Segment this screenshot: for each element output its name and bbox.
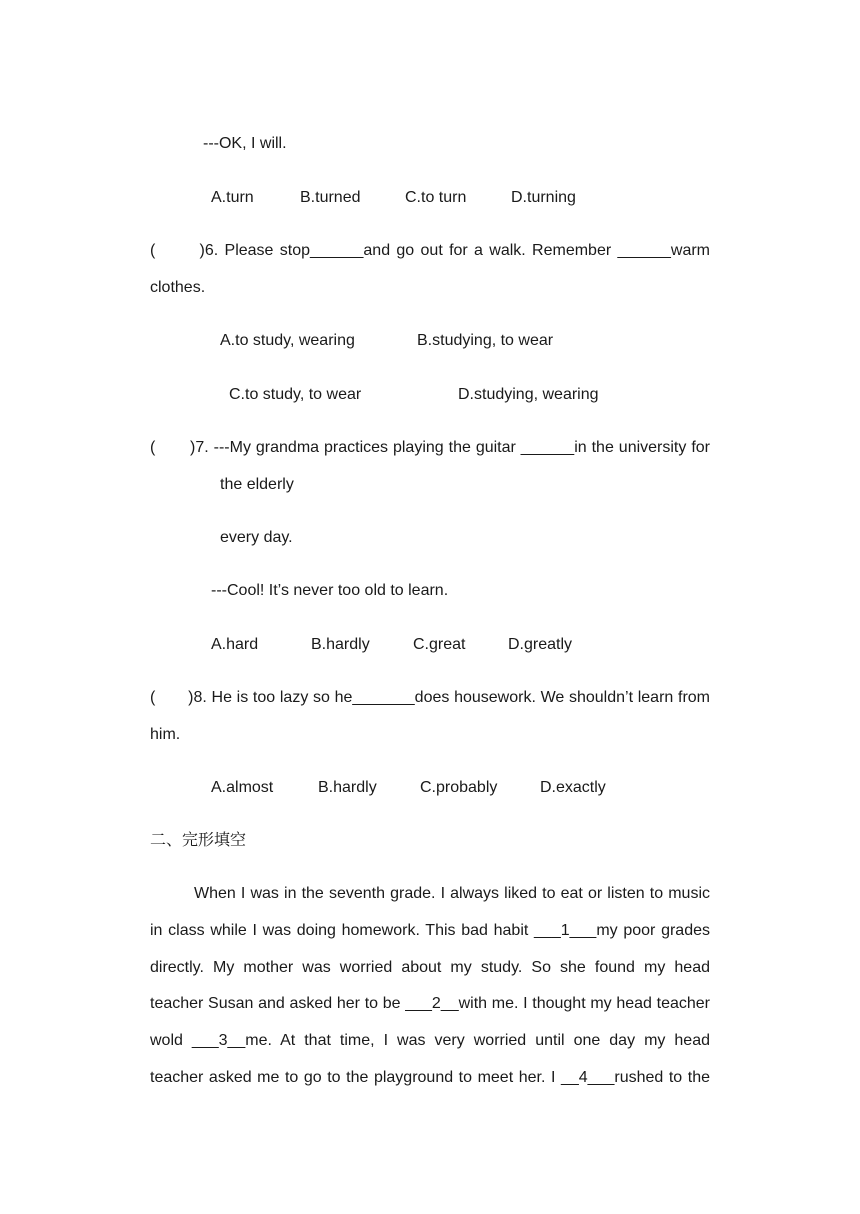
q8-stem-line2: him. [150,726,181,743]
q7-option-b: B.hardly [311,636,370,653]
q6-option-d: D.studying, wearing [458,386,599,403]
passage-line: in class while I was doing homework. This bad habit ___1___my poor grades [150,922,710,939]
q8-option-b: B.hardly [318,779,377,796]
q7-option-a: A.hard [211,636,259,653]
q5-option-a: A.turn [211,189,254,206]
q5-response: ---OK, I will. [203,135,287,152]
q7-stem-line2: the elderly [220,476,294,493]
q7-stem-line1: ( )7. ---My grandma practices playing the guitar ______in the university for [150,439,710,456]
q5-option-b: B.turned [300,189,361,206]
passage-line: wold ___3__me. At that time, I was very worried until one day my head [150,1032,710,1049]
q7-stem-line3: every day. [220,529,293,546]
q8-option-c: C.probably [420,779,498,796]
q6-stem-line2: clothes. [150,279,206,296]
q6-option-b: B.studying, to wear [417,332,554,349]
q5-option-c: C.to turn [405,189,467,206]
q8-stem-line1: ( )8. He is too lazy so he_______does housework. We shouldn’t learn from [150,689,710,706]
q7-option-c: C.great [413,636,466,653]
q6-option-c: C.to study, to wear [229,386,362,403]
passage-line: When I was in the seventh grade. I always liked to eat or listen to music [194,885,710,902]
q6-option-a: A.to study, wearing [220,332,355,349]
q8-option-d: D.exactly [540,779,606,796]
q6-stem-line1: ( )6. Please stop______and go out for a walk. Remember ______warm [150,242,710,259]
section-heading: 二、完形填空 [150,832,247,849]
passage-line: directly. My mother was worried about my study. So she found my head [150,959,710,976]
q8-option-a: A.almost [211,779,274,796]
q5-option-d: D.turning [511,189,576,206]
passage-line: teacher Susan and asked her to be ___2__with me. I thought my head teacher [150,995,710,1012]
q7-response: ---Cool! It’s never too old to learn. [211,582,449,599]
passage-line: teacher asked me to go to the playground to meet her. I __4___rushed to the [150,1069,710,1086]
q7-option-d: D.greatly [508,636,573,653]
